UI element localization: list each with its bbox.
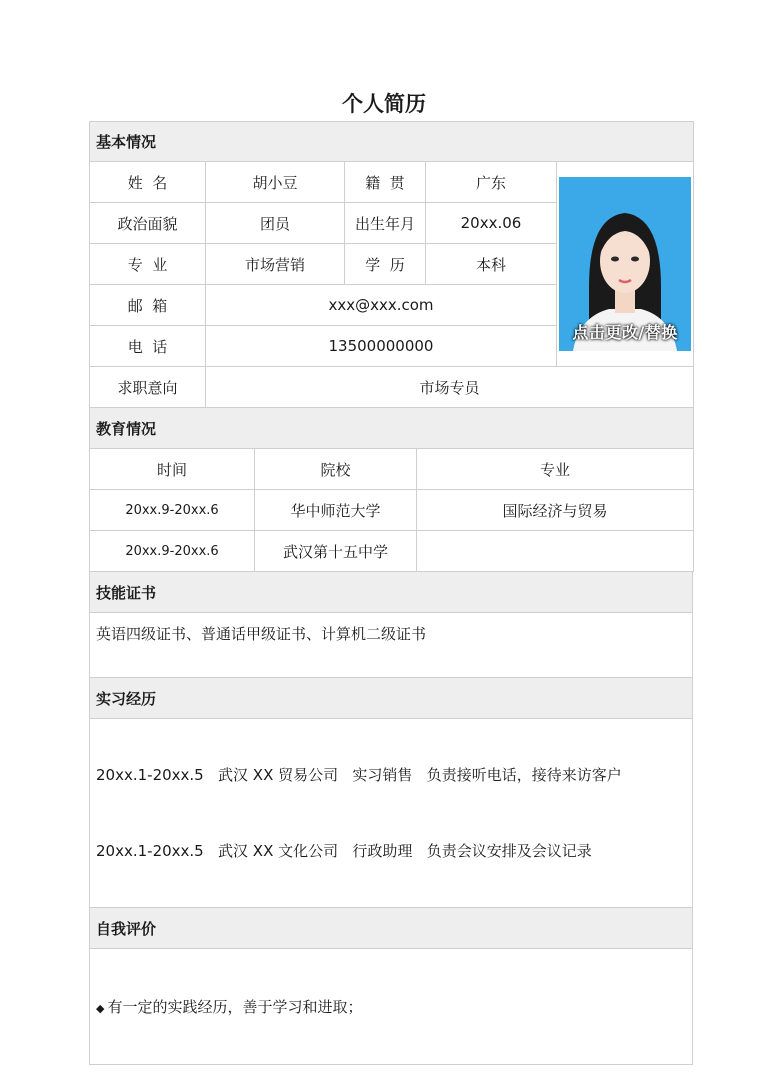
edu-major: 国际经济与贸易 <box>417 490 694 531</box>
list-item: 20xx.1-20xx.5 武汉 XX 贸易公司 实习销售 负责接听电话，接待来访客户 <box>96 766 622 784</box>
resume-table-wrap <box>89 121 693 1065</box>
intent-label: 求职意向 <box>90 367 206 408</box>
self-eval-text: 有一定的实践经历，善于学习和进取； <box>107 998 363 1016</box>
section-title: 技能证书 <box>90 572 693 613</box>
table-row <box>90 531 694 572</box>
profile-photo[interactable] <box>559 177 691 351</box>
major-label: 专 业 <box>90 244 206 285</box>
section-header-internship <box>90 678 693 719</box>
major-value: 市场营销 <box>206 244 345 285</box>
intent-value: 市场专员 <box>206 367 694 408</box>
internship-list <box>90 719 693 908</box>
column-header-major: 专业 <box>417 449 694 490</box>
page-title: 个人简历 <box>342 92 426 116</box>
name-value: 胡小豆 <box>206 162 345 203</box>
phone-value: 13500000000 <box>206 326 557 367</box>
edu-time: 20xx.9-20xx.6 <box>90 531 255 572</box>
table-row <box>90 490 694 531</box>
edu-major <box>417 531 694 572</box>
basic-info-table <box>89 121 694 408</box>
origin-value: 广东 <box>426 162 557 203</box>
education-header-row <box>90 449 694 490</box>
section-header-education <box>90 408 694 449</box>
internship-table <box>89 677 693 908</box>
diamond-bullet-icon: ◆ <box>96 1002 105 1015</box>
degree-label: 学 历 <box>345 244 426 285</box>
list-item: 20xx.1-20xx.5 武汉 XX 文化公司 行政助理 负责会议安排及会议记录 <box>96 842 592 860</box>
section-title: 基本情况 <box>90 122 694 162</box>
skills-text: 英语四级证书、普通话甲级证书、计算机二级证书 <box>90 613 693 678</box>
photo-change-caption[interactable]: 点击更改/替换 <box>572 323 678 342</box>
column-header-school: 院校 <box>255 449 417 490</box>
name-label: 姓 名 <box>90 162 206 203</box>
email-value: xxx@xxx.com <box>206 285 557 326</box>
email-label: 邮 箱 <box>90 285 206 326</box>
section-header-self-eval <box>90 908 693 949</box>
origin-label: 籍 贯 <box>345 162 426 203</box>
education-table <box>89 407 694 572</box>
section-header-skills <box>90 572 693 613</box>
edu-time: 20xx.9-20xx.6 <box>90 490 255 531</box>
section-title: 自我评价 <box>90 908 693 949</box>
column-header-time: 时间 <box>90 449 255 490</box>
birth-label: 出生年月 <box>345 203 426 244</box>
birth-value: 20xx.06 <box>426 203 557 244</box>
degree-value: 本科 <box>426 244 557 285</box>
section-header-basic <box>90 122 694 162</box>
edu-school: 武汉第十五中学 <box>255 531 417 572</box>
politics-label: 政治面貌 <box>90 203 206 244</box>
politics-value: 团员 <box>206 203 345 244</box>
self-eval-table <box>89 907 693 1065</box>
self-eval-content <box>90 949 693 1065</box>
photo-cell[interactable] <box>557 162 694 367</box>
section-title: 实习经历 <box>90 678 693 719</box>
section-title: 教育情况 <box>90 408 694 449</box>
edu-school: 华中师范大学 <box>255 490 417 531</box>
skills-table <box>89 571 693 678</box>
phone-label: 电 话 <box>90 326 206 367</box>
